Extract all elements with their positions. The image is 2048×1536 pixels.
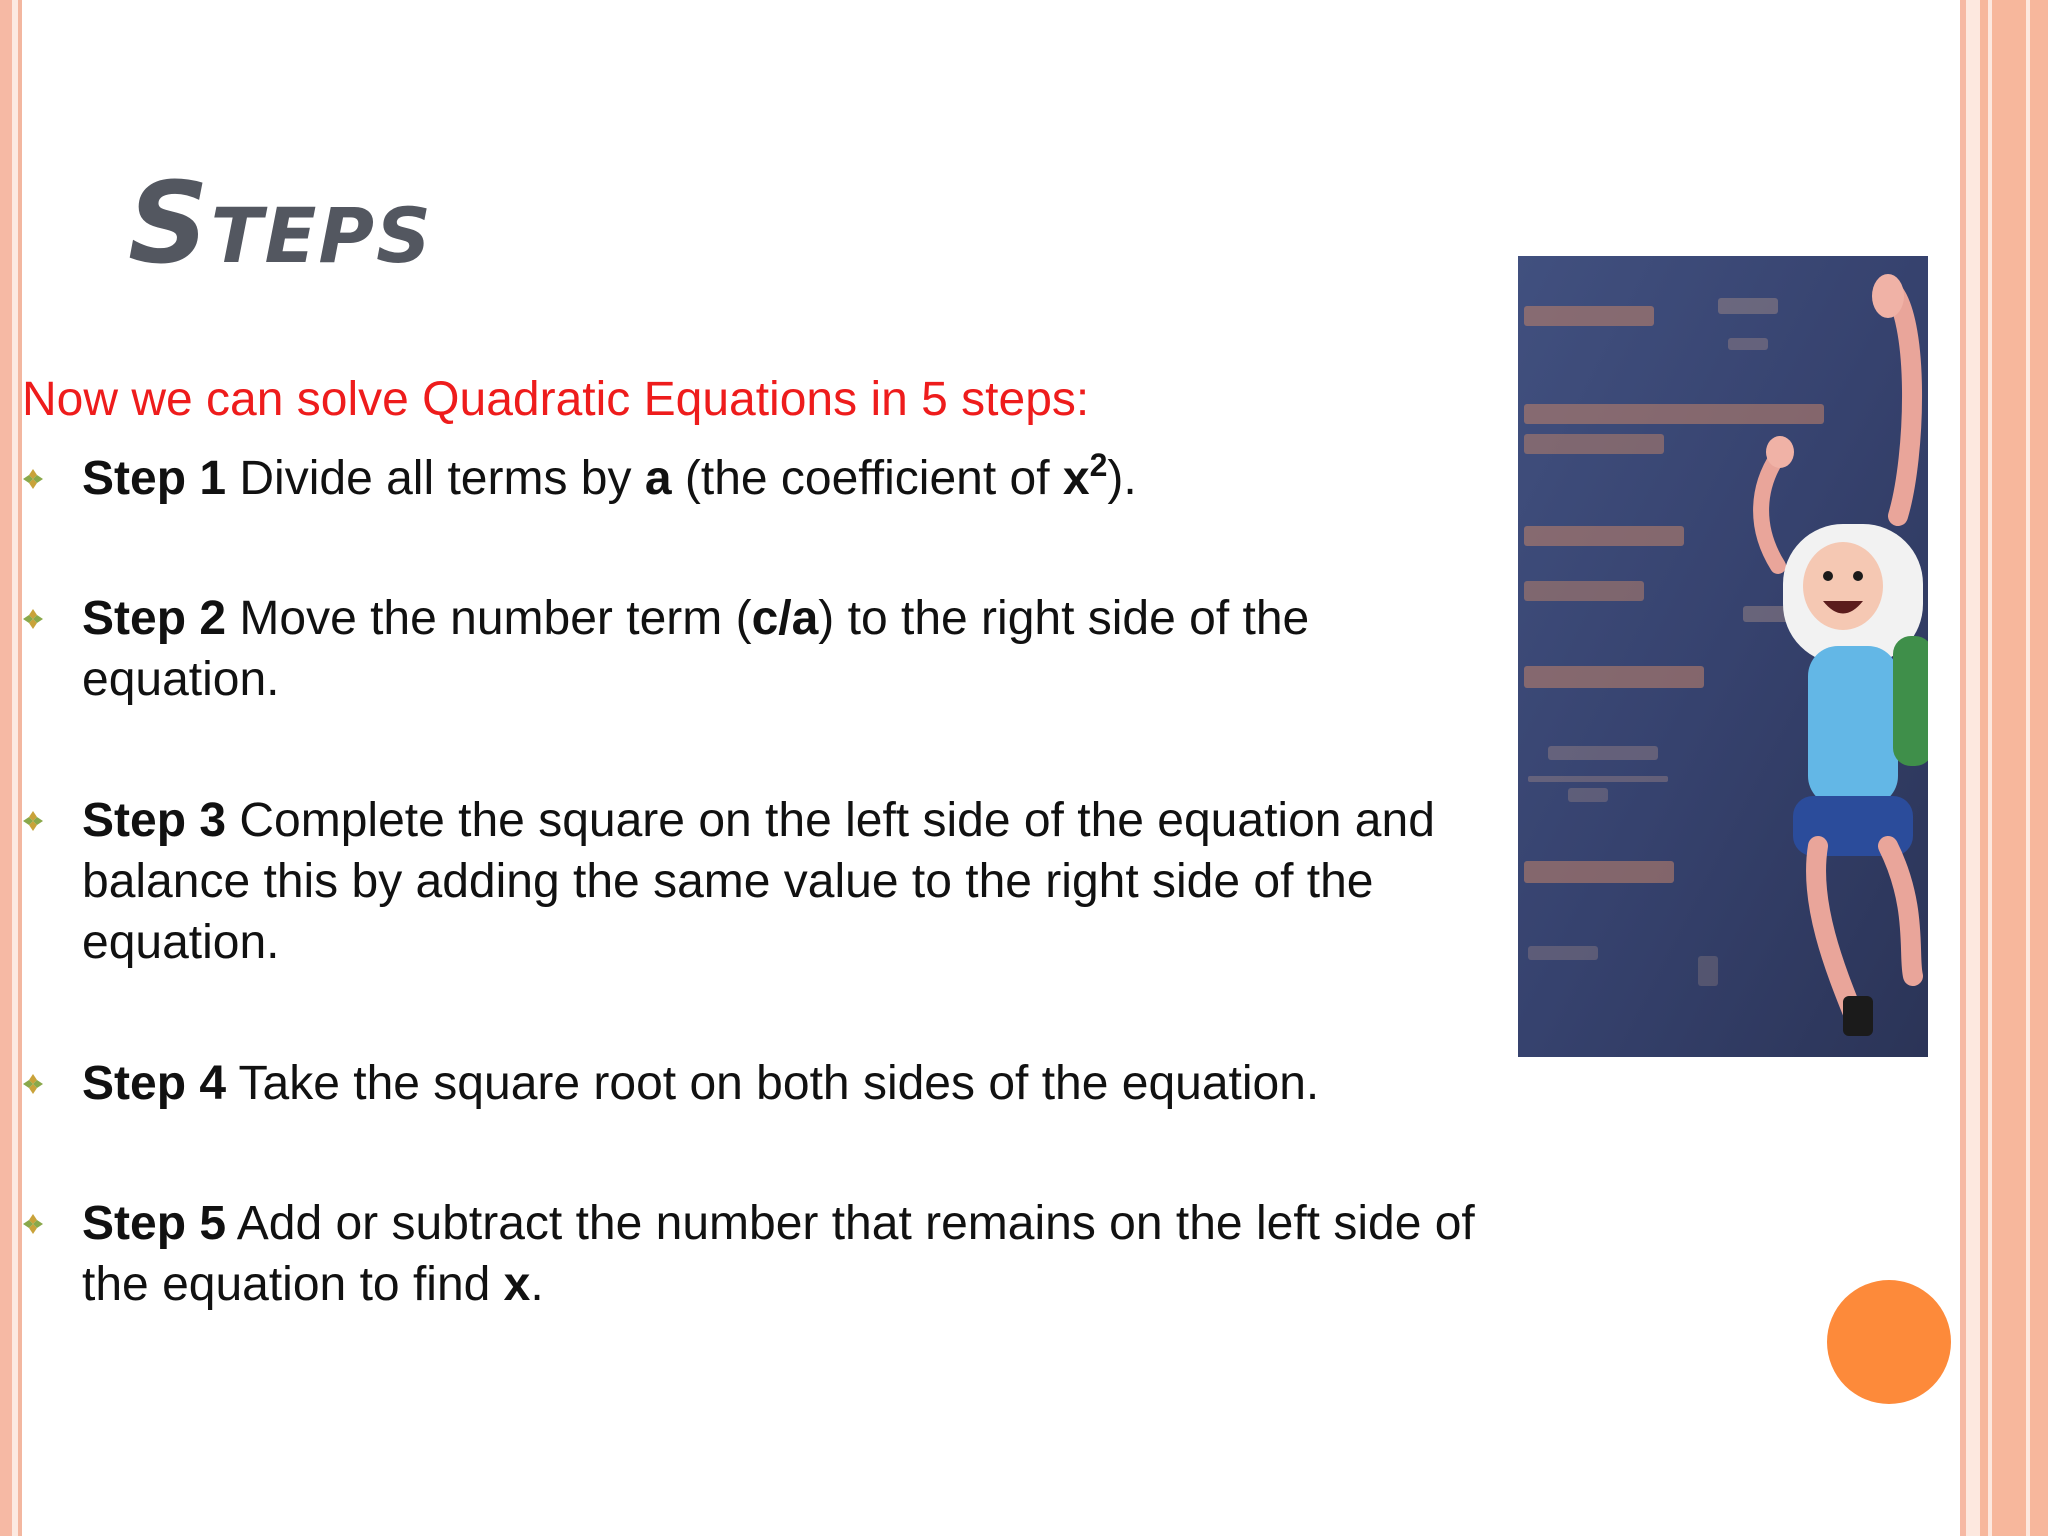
decorative-orange-circle (1827, 1280, 1951, 1404)
step-fragment: ) to the right side of the equation. (82, 592, 1310, 706)
step-fragment: ). (1107, 452, 1137, 505)
step-fragment: Take the square root on both sides of the equation. (226, 1057, 1320, 1110)
title-initial: S (128, 159, 211, 289)
step-bold: a (644, 452, 672, 505)
step-label: Step 1 (82, 452, 227, 505)
step-text (82, 448, 1502, 509)
step-text (82, 588, 1502, 710)
step-superscript: 2 (1089, 447, 1108, 483)
step-fragment: . (530, 1258, 544, 1311)
intro-text: Now we can solve Quadratic Equations in 5 steps: (22, 373, 1090, 426)
step-label: Step 5 (82, 1197, 227, 1250)
diamond-bullet-icon (22, 468, 44, 490)
step-fragment: Divide all terms by (226, 452, 645, 505)
step-fragment: Complete the square on the left side of the equation and balance this by adding the same value to the right side of the equation. (82, 794, 1435, 969)
diamond-bullet-icon (22, 1213, 44, 1235)
step-label: Step 2 (82, 592, 227, 645)
right-border-stripe (1988, 0, 1992, 1536)
cartoon-quadratic-formula-image (1518, 256, 1928, 1057)
step-label: Step 4 (82, 1057, 227, 1110)
step-text (82, 1053, 1502, 1114)
right-border-inner (1966, 0, 1980, 1536)
title-rest: TEPS (210, 191, 433, 280)
right-border-stripe (2026, 0, 2030, 1536)
step-label: Step 3 (82, 794, 227, 847)
left-border-line (18, 0, 22, 1536)
step-bold: x (503, 1258, 531, 1311)
step-text (82, 1193, 1502, 1315)
step-text (82, 790, 1502, 973)
diamond-bullet-icon (22, 608, 44, 630)
diamond-bullet-icon (22, 1073, 44, 1095)
cartoon-illustration (1518, 256, 1928, 1057)
step-fragment: Add or subtract the number that remains on the left side of the equation to find (82, 1197, 1475, 1311)
slide-title (128, 159, 433, 289)
left-border (0, 0, 12, 1536)
step-bold: x (1062, 452, 1090, 505)
diamond-bullet-icon (22, 810, 44, 832)
step-fragment: (the coefficient of (671, 452, 1063, 505)
step-bold: c/a (751, 592, 819, 645)
step-fragment: Move the number term ( (226, 592, 752, 645)
